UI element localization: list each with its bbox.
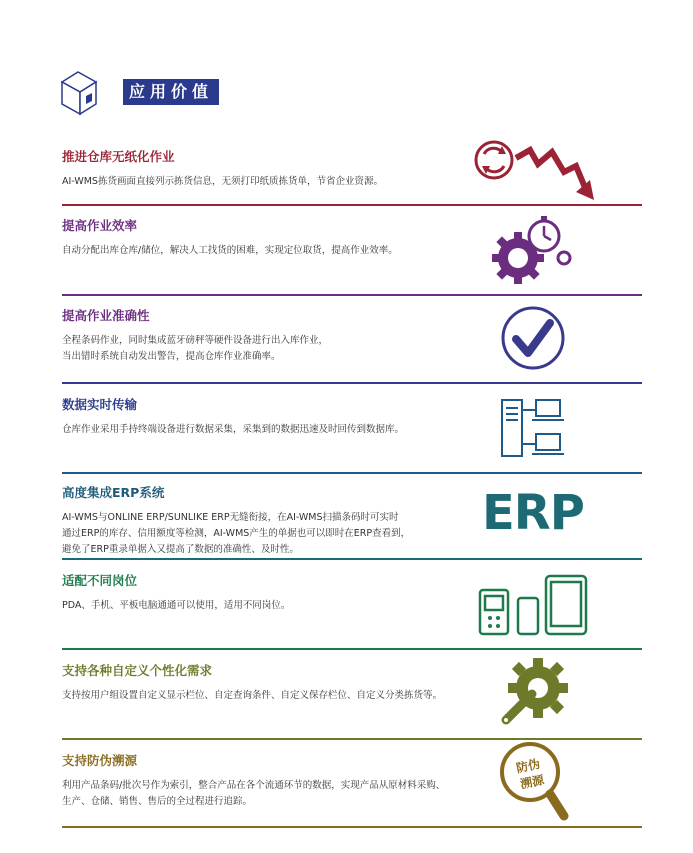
erp-logo-icon: ERP [482, 485, 584, 541]
cube-icon [60, 68, 130, 118]
section-text: 自动分配出库仓库/储位，解决人工找货的困难，实现定位取货，提高作业效率。 [62, 245, 398, 256]
section-text: 当出错时系统自动发出警告，提高仓库作业准确率。 [62, 351, 281, 362]
section-text: 支持按用户组设置自定义显示栏位、自定查询条件、自定义保存栏位、自定义分类拣货等。 [62, 690, 443, 701]
divider [62, 472, 642, 474]
divider [62, 826, 642, 828]
section-title: 提高作业准确性 [62, 308, 150, 323]
divider [62, 204, 642, 206]
paperless-arrow-icon [472, 132, 597, 204]
section-text: 利用产品条码/批次号作为索引，整合产品在各个流通环节的数据，实现产品从原材料采购、 [62, 780, 446, 791]
section-title: 支持防伪溯源 [62, 753, 138, 768]
section-text: AI-WMS与ONLINE ERP/SUNLIKE ERP无缝衔接，在AI-WMS扫描条码时可实时 [62, 512, 399, 523]
section-text: 通过ERP的库存、信用额度等检测，AI-WMS产生的单据也可以即时在ERP查看到， [62, 528, 411, 539]
section-text: 仓库作业采用手持终端设备进行数据采集，采集到的数据迅速及时回传到数据库。 [62, 424, 405, 435]
section-text: AI-WMS拣货画面直接列示拣货信息，无须打印纸质拣货单，节省企业资源。 [62, 176, 383, 187]
section-title: 数据实时传输 [62, 397, 138, 412]
section-title: 提高作业效率 [62, 218, 138, 233]
section-title: 高度集成ERP系统 [62, 485, 165, 500]
section-text: PDA、手机、平板电脑通通可以使用，适用不同岗位。 [62, 600, 291, 611]
section-text: 避免了ERP重录单据入又提高了数据的准确性、及时性。 [62, 544, 299, 555]
gear-stopwatch-icon [492, 212, 574, 286]
page-title: 应用价值 [123, 79, 219, 105]
section-header [60, 68, 220, 118]
devices-icon [476, 572, 592, 638]
anti-fake-text-1: 防伪 [514, 756, 542, 776]
divider [62, 382, 642, 384]
anti-fake-text-2: 溯源 [518, 772, 546, 792]
anti-fake-magnifier-icon [496, 738, 570, 822]
section-title: 推进仓库无纸化作业 [62, 149, 175, 164]
divider [62, 558, 642, 560]
gear-wrench-icon [498, 656, 572, 730]
section-text: 全程条码作业，同时集成蓝牙磅秤等硬件设备进行出入库作业， [62, 335, 329, 346]
section-text: 生产、仓储、销售、售后的全过程进行追踪。 [62, 796, 253, 807]
divider [62, 294, 642, 296]
section-title: 适配不同岗位 [62, 573, 138, 588]
section-title: 支持各种自定义个性化需求 [62, 663, 213, 678]
server-network-icon [498, 396, 568, 462]
divider [62, 648, 642, 650]
checkmark-icon [500, 305, 566, 371]
